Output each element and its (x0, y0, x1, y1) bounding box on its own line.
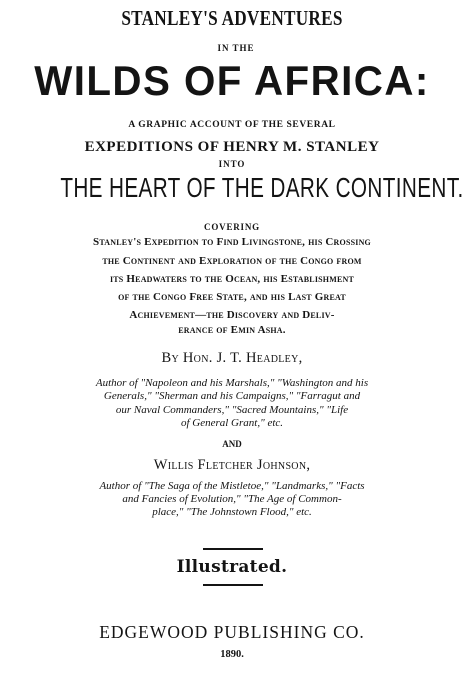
description-line: erance of Emin Asha. (178, 324, 286, 336)
illustrated-label: Illustrated. (176, 557, 288, 577)
main-title: WILDS OF AFRICA: (34, 57, 430, 104)
divider-rule (203, 584, 263, 586)
subtitle-line-3: INTO (218, 159, 246, 169)
author-2: Willis Fletcher Johnson, (153, 457, 311, 473)
description-line: Stanley's Expedition to Find Livingstone, his Crossing (93, 236, 371, 248)
author-1-credits-line: Author of "Napoleon and his Marshals," "Washington and his (95, 377, 369, 389)
subtitle-heading: THE HEART OF THE DARK CONTINENT. (60, 172, 464, 203)
author-1-credits-line: Generals," "Sherman and his Campaigns," "Farragut and (103, 390, 361, 402)
author-2-credits-line: Author of "The Saga of the Mistletoe," "Landmarks," "Facts (99, 480, 365, 492)
subtitle-line-1: A GRAPHIC ACCOUNT OF THE SEVERAL (128, 120, 336, 130)
publication-year: 1890. (220, 649, 244, 660)
description-line: the Continent and Exploration of the Congo from (102, 255, 362, 267)
author-1-credits-line: of General Grant," etc. (180, 417, 284, 429)
publisher-name: EDGEWOOD PUBLISHING CO. (99, 622, 365, 642)
title-line-2: IN THE (217, 43, 255, 53)
and-label: AND (222, 439, 242, 449)
author-2-credits-line: and Fancies of Evolution," "The Age of Common- (122, 493, 342, 505)
description-line: Achievement—the Discovery and Deliv- (129, 309, 335, 321)
covering-label: COVERING (204, 222, 260, 232)
title-line-1: STANLEY'S ADVENTURES (121, 6, 343, 30)
author-1-credits-line: our Naval Commanders," "Sacred Mountains," "Life (115, 404, 349, 416)
description-line: of the Congo Free State, and his Last Great (118, 291, 346, 303)
author-2-credits-line: place," "The Johnstown Flood," etc. (152, 506, 312, 518)
divider-rule (203, 548, 263, 550)
description-line: its Headwaters to the Ocean, his Establishment (109, 273, 355, 285)
subtitle-line-2: EXPEDITIONS OF HENRY M. STANLEY (84, 139, 380, 155)
author-1: By Hon. J. T. Headley, (161, 350, 303, 366)
